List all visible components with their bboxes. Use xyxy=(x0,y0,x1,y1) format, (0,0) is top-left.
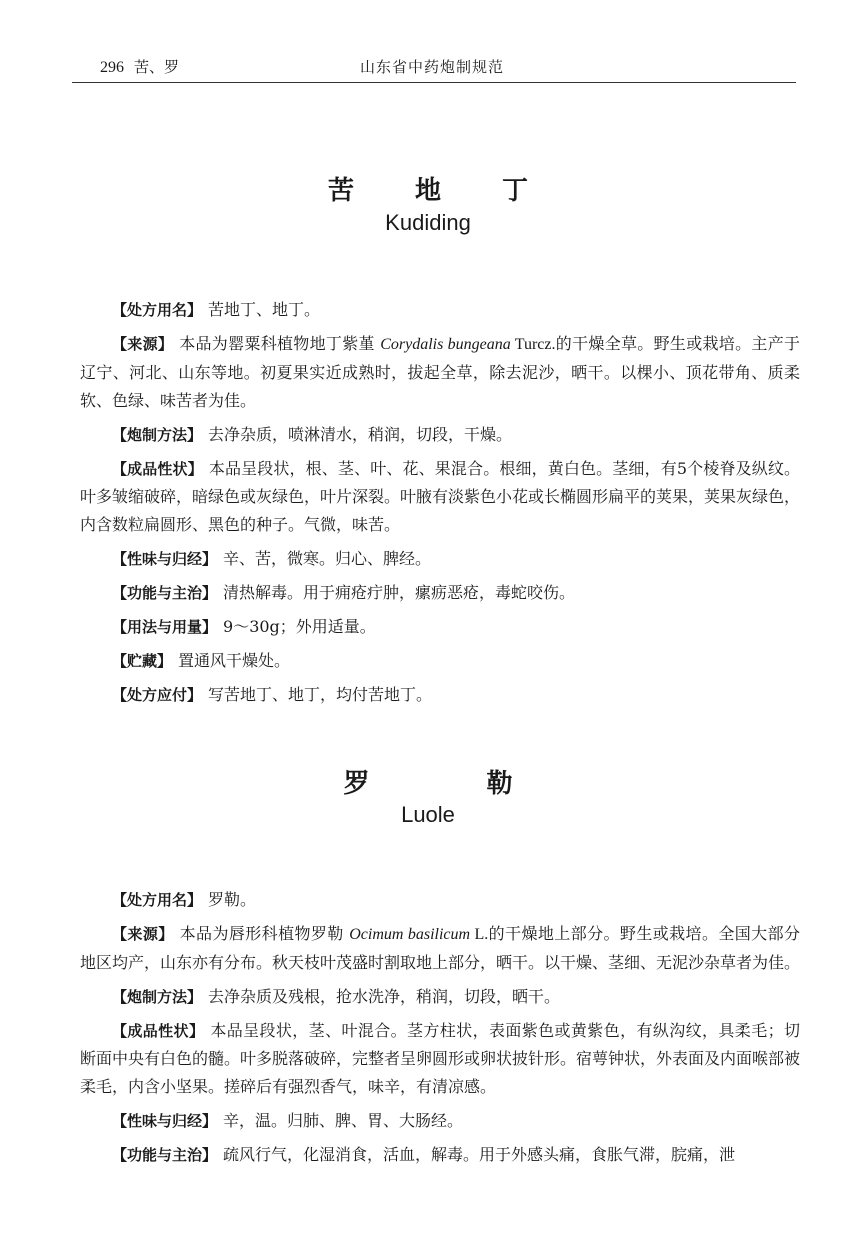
item-storage: 【贮藏】 置通风干燥处。 xyxy=(112,651,291,670)
item-processing-method: 【炮制方法】 去净杂质及残根，抢水洗净，稍润，切段，晒干。 xyxy=(112,987,561,1006)
item-nature-meridian: 【性味与归经】 辛、苦，微寒。归心、脾经。 xyxy=(112,549,432,568)
latin-name: Ocimum basilicum xyxy=(349,926,471,943)
entry-title: 苦 地 丁 xyxy=(327,176,555,206)
header-left xyxy=(100,56,179,77)
item-nature-meridian: 【性味与归经】 辛，温。归肺、脾、胃、大肠经。 xyxy=(112,1111,464,1130)
book-title: 山东省中药炮制规范 xyxy=(360,58,505,76)
header-rule xyxy=(72,82,796,83)
latin-name: Corydalis bungeana xyxy=(380,336,511,353)
item-prescription-name: 【处方用名】 苦地丁、地丁。 xyxy=(112,300,321,319)
item-usage-dosage: 【用法与用量】 9～30g；外用适量。 xyxy=(112,617,376,636)
entry-body xyxy=(80,886,800,1175)
item-prescription-name: 【处方用名】 罗勒。 xyxy=(112,890,257,909)
item-product-description: 【成品性状】 本品呈段状，茎、叶混合。茎方柱状，表面紫色或黄紫色，有纵沟纹，具柔毛；切断面中央有白色的髓。叶多脱落破碎，完整者呈卵圆形或卵状披针形。宿萼钟状，外表面及内面喉部被柔毛，内含小坚果。搓碎后有强烈香气，味辛，有清凉感。 xyxy=(80,1021,801,1096)
header-section: 苦、罗 xyxy=(134,58,180,76)
item-function-indication: 【功能与主治】 疏风行气，化湿消食，活血，解毒。用于外感头痛，食胀气滞，脘痛，泄 xyxy=(112,1145,736,1164)
item-source: 【来源】 本品为唇形科植物罗勒 Ocimum basilicum L.的干燥地上部分。野生或栽培。全国大部分地区均产，山东亦有分布。秋天枝叶茂盛时割取地上部分，晒干。以干燥、茎细、无泥沙杂草者为佳。 xyxy=(80,924,801,972)
item-product-description: 【成品性状】 本品呈段状，根、茎、叶、花、果混合。根细，黄白色。茎细，有5个棱脊及纵纹。叶多皱缩破碎，暗绿色或灰绿色，叶片深裂。叶腋有淡紫色小花或长椭圆形扁平的荚果，荚果灰绿色，内含数粒扁圆形、黑色的种子。气微，味苦。 xyxy=(80,459,801,534)
page-number: 296 xyxy=(100,59,124,76)
entry-title: 罗 勒 xyxy=(343,769,567,799)
item-processing-method: 【炮制方法】 去净杂质，喷淋清水，稍润，切段，干燥。 xyxy=(112,425,513,444)
item-dispensing: 【处方应付】 写苦地丁、地丁，均付苦地丁。 xyxy=(112,685,433,704)
item-function-indication: 【功能与主治】 清热解毒。用于痈疮疔肿，瘰疬恶疮，毒蛇咬伤。 xyxy=(112,583,576,602)
entry-body xyxy=(80,296,800,715)
item-source: 【来源】 本品为罂粟科植物地丁紫堇 Corydalis bungeana Turcz.的干燥全草。野生或栽培。主产于辽宁、河北、山东等地。初夏果实近成熟时，拔起全草，除去泥沙，晒干。以棵小、顶花带角、质柔软、色绿、味苦者为佳。 xyxy=(80,334,801,410)
entry-pinyin: Luole xyxy=(401,802,455,827)
page-header xyxy=(0,56,856,82)
entry-pinyin: Kudiding xyxy=(385,210,471,235)
